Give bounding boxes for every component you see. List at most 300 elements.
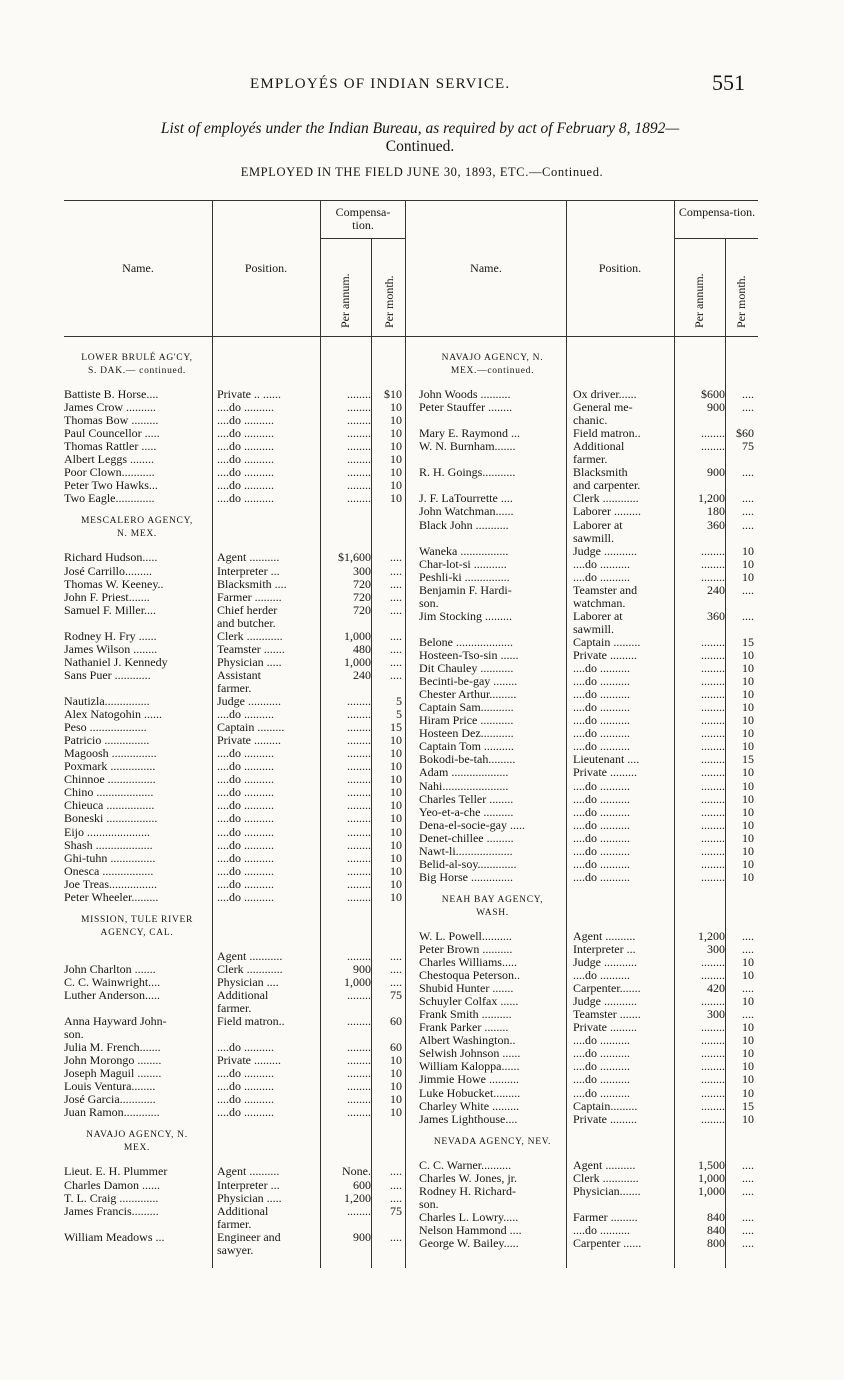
agency-heading <box>419 352 566 378</box>
employee-position: Blacksmith <box>573 466 628 480</box>
per-annum-value: 720 <box>353 577 371 591</box>
agency-heading <box>64 1129 210 1155</box>
per-annum-value: 1,500 <box>698 1158 725 1172</box>
table-row <box>64 610 758 623</box>
table-row <box>64 1172 758 1185</box>
employee-name: Chester Arthur......... <box>419 688 517 702</box>
employee-name: Belid-al-soy............. <box>419 857 517 871</box>
employee-position: and butcher. <box>217 616 276 630</box>
per-month-value: .... <box>390 603 402 617</box>
per-annum-value: ........ <box>701 1112 725 1126</box>
employee-name: Magoosh ............... <box>64 747 157 761</box>
table-row <box>64 891 758 904</box>
employee-name: Hosteen-Tso-sin ...... <box>419 649 519 662</box>
header-position-left: Position. <box>244 261 288 275</box>
running-head: EMPLOYÉS OF INDIAN SERVICE. <box>250 76 511 92</box>
employee-name: Charles Williams..... <box>419 956 517 969</box>
employee-position: ....do .......... <box>217 760 274 774</box>
employee-position: Physician .... <box>217 975 279 989</box>
table-row <box>64 453 758 466</box>
employee-position: Interpreter ... <box>217 564 280 578</box>
per-annum-value: ........ <box>347 708 371 722</box>
table-row <box>64 519 758 532</box>
per-annum-value: 840 <box>707 1223 725 1237</box>
per-month-value: 10 <box>742 1021 754 1035</box>
per-month-value: .... <box>742 466 754 480</box>
per-annum-value: ........ <box>701 557 725 571</box>
table-row <box>64 1087 758 1100</box>
per-annum-value: ........ <box>701 1086 725 1100</box>
employee-name: Nautizla............... <box>64 695 150 708</box>
table-row <box>64 466 758 479</box>
employee-position: Assistant <box>217 668 262 682</box>
per-annum-value: 1,000 <box>698 1184 725 1198</box>
employee-position: Agent .......... <box>217 551 280 565</box>
per-annum-value: ........ <box>347 440 371 454</box>
agency-heading-line: NEVADA AGENCY, NEV. <box>433 1136 552 1147</box>
per-annum-value: ........ <box>347 825 371 839</box>
employee-position: Agent .......... <box>573 1158 636 1172</box>
per-annum-value: ........ <box>347 1067 371 1081</box>
per-month-value: 10 <box>390 864 402 878</box>
employee-position: Laborer ......... <box>573 505 641 519</box>
employee-name: Nelson Hammond .... <box>419 1223 522 1237</box>
per-annum-value: ........ <box>347 1080 371 1094</box>
per-month-value: 10 <box>390 1080 402 1094</box>
employee-position: ....do .......... <box>217 440 274 454</box>
per-month-value: 10 <box>742 831 754 845</box>
employee-position: Farmer ......... <box>217 590 282 604</box>
per-month-value: 10 <box>742 701 754 715</box>
employee-name: José Garcia............ <box>64 1093 156 1107</box>
employee-position: Private ......... <box>573 766 637 780</box>
employee-position: Ox driver...... <box>573 388 637 401</box>
per-month-value: .... <box>742 1184 754 1198</box>
employee-position: ....do .......... <box>573 1060 630 1074</box>
per-month-value: .... <box>390 551 402 565</box>
per-month-value: 15 <box>742 753 754 767</box>
employee-position: ....do .......... <box>573 1047 630 1061</box>
per-annum-value: 240 <box>707 583 725 597</box>
employee-position: sawmill. <box>573 531 614 545</box>
employee-name: Juan Ramon............ <box>64 1106 160 1120</box>
table-row <box>64 1113 758 1126</box>
per-annum-value: 900 <box>707 401 725 415</box>
per-month-value: 15 <box>742 635 754 649</box>
table-row <box>64 1073 758 1086</box>
employee-position: farmer. <box>217 681 252 695</box>
table-row <box>64 1237 758 1250</box>
per-month-value: .... <box>742 1236 754 1250</box>
employee-name: Charley White ......... <box>419 1099 520 1113</box>
table-row <box>64 982 758 995</box>
per-annum-value: ........ <box>701 714 725 728</box>
per-annum-value: 720 <box>353 590 371 604</box>
employee-name: José Carrillo......... <box>64 564 152 578</box>
per-month-value: .... <box>742 1223 754 1237</box>
per-month-value: 10 <box>390 812 402 826</box>
employee-position: ....do .......... <box>573 818 630 832</box>
per-annum-value: ........ <box>347 838 371 852</box>
employee-name: C. C. Wainwright.... <box>64 975 161 989</box>
employee-position: Judge ........... <box>573 956 637 969</box>
employee-name: Charles Teller ........ <box>419 792 514 806</box>
employee-position: Physician ..... <box>217 655 282 669</box>
per-month-value: 10 <box>742 956 754 969</box>
employee-name: Paul Councellor ..... <box>64 427 160 441</box>
employee-position: ....do .......... <box>573 870 630 884</box>
per-month-value: 60 <box>390 1041 402 1055</box>
per-annum-value: ........ <box>347 466 371 480</box>
per-annum-value: ........ <box>701 1060 725 1074</box>
per-annum-value: 300 <box>707 942 725 956</box>
per-annum-value: 900 <box>353 1230 371 1244</box>
per-month-value: 10 <box>390 453 402 467</box>
employee-position: chanic. <box>573 414 608 428</box>
per-month-value: .... <box>390 1178 402 1192</box>
table-row <box>64 558 758 571</box>
employee-name: George W. Bailey..... <box>419 1236 519 1250</box>
employee-position: Captain......... <box>573 1099 638 1113</box>
employee-name: Chino ................... <box>64 786 154 800</box>
employee-table <box>64 198 758 1270</box>
employee-name: Black John ........... <box>419 518 509 532</box>
per-annum-value: ........ <box>347 864 371 878</box>
employee-name: William Kaloppa...... <box>419 1060 520 1074</box>
per-annum-value: ........ <box>701 805 725 819</box>
employee-position: Private .. ...... <box>217 388 281 401</box>
table-row <box>64 1021 758 1034</box>
per-month-value: $10 <box>384 388 402 401</box>
per-month-value: 10 <box>390 760 402 774</box>
employee-name: Hosteen Dez........... <box>419 727 514 741</box>
table-row <box>64 440 758 453</box>
per-month-value: 10 <box>742 570 754 584</box>
employee-position: ....do .......... <box>217 479 274 493</box>
per-annum-value: ........ <box>701 544 725 558</box>
per-annum-value: ........ <box>347 988 371 1002</box>
per-annum-value: 1,000 <box>344 975 371 989</box>
employee-position: Private ......... <box>573 1112 637 1126</box>
per-month-value: 75 <box>390 1204 402 1218</box>
employee-name: Captain Tom .......... <box>419 740 514 754</box>
per-annum-value: ........ <box>347 1204 371 1218</box>
per-month-value: 10 <box>390 773 402 787</box>
per-annum-value: ........ <box>701 956 725 969</box>
per-month-value: 10 <box>742 1073 754 1087</box>
per-annum-value: ........ <box>701 727 725 741</box>
employee-position: ....do .......... <box>217 890 274 904</box>
per-month-value: .... <box>742 518 754 532</box>
per-annum-value: ........ <box>347 890 371 904</box>
per-annum-value: ........ <box>347 1106 371 1120</box>
employee-name: Richard Hudson..... <box>64 551 158 565</box>
per-annum-value: 480 <box>353 642 371 656</box>
per-month-value: 10 <box>742 805 754 819</box>
table-row <box>64 714 758 727</box>
employee-position: Judge ........... <box>573 544 637 558</box>
employee-position: ....do .......... <box>573 675 630 689</box>
per-month-value: 10 <box>742 544 754 558</box>
table-row <box>64 1047 758 1060</box>
employee-position: Physician....... <box>573 1184 641 1198</box>
per-annum-value: 1,200 <box>698 929 725 943</box>
table-row <box>64 1100 758 1113</box>
employee-position: Carpenter ...... <box>573 1236 642 1250</box>
employee-name: Frank Parker ........ <box>419 1021 509 1035</box>
per-month-value: 10 <box>742 1060 754 1074</box>
employee-position: ....do .......... <box>217 1093 274 1107</box>
per-annum-value: ........ <box>701 831 725 845</box>
table-row <box>64 969 758 982</box>
per-month-value: 10 <box>742 649 754 662</box>
per-month-value: 5 <box>396 708 402 722</box>
per-annum-value: 1,000 <box>698 1171 725 1185</box>
table-row <box>64 662 758 675</box>
table-row <box>64 388 758 401</box>
per-annum-value: 800 <box>707 1236 725 1250</box>
table-row <box>64 1224 758 1237</box>
per-month-value: 10 <box>390 427 402 441</box>
per-month-value: .... <box>390 1230 402 1244</box>
per-month-value: 10 <box>742 727 754 741</box>
employee-position: Private ......... <box>573 649 637 662</box>
table-row <box>64 871 758 884</box>
employee-name: Big Horse .............. <box>419 870 513 884</box>
per-month-value: .... <box>742 1171 754 1185</box>
employee-name: Alex Natogohin ...... <box>64 708 162 722</box>
per-month-value: .... <box>390 564 402 578</box>
table-row <box>64 819 758 832</box>
per-annum-value: ........ <box>347 851 371 865</box>
employee-position: Teamster ....... <box>573 1008 641 1022</box>
employee-position: Private ......... <box>217 734 281 748</box>
per-annum-value: ........ <box>347 453 371 467</box>
employee-position: Judge ........... <box>217 695 281 708</box>
per-month-value: 10 <box>742 688 754 702</box>
employee-name: Shash ................... <box>64 838 153 852</box>
employee-position: ....do .......... <box>217 877 274 891</box>
per-month-value: .... <box>742 942 754 956</box>
page-number: 551 <box>712 70 745 95</box>
employee-name: R. H. Goings........... <box>419 466 516 480</box>
employee-position: ....do .......... <box>217 838 274 852</box>
per-annum-value: ........ <box>701 792 725 806</box>
per-annum-value: 360 <box>707 609 725 623</box>
employee-name: John F. Priest....... <box>64 590 150 604</box>
table-row <box>64 492 758 505</box>
per-annum-value: 1,200 <box>698 492 725 506</box>
employee-name: Patricio ............... <box>64 734 150 748</box>
table-row <box>64 995 758 1008</box>
per-annum-value: 300 <box>353 564 371 578</box>
employee-name: Lieut. E. H. Plummer <box>64 1165 168 1179</box>
employee-position: ....do .......... <box>573 857 630 871</box>
per-annum-value: 1,000 <box>344 629 371 643</box>
per-month-value: .... <box>390 962 402 976</box>
employee-position: Additional <box>217 1204 269 1218</box>
employee-position: ....do .......... <box>573 701 630 715</box>
table-row <box>64 675 758 688</box>
agency-heading-line: NEAH BAY AGENCY, <box>441 894 544 905</box>
employee-position: ....do .......... <box>217 453 274 467</box>
per-month-value: 10 <box>390 440 402 454</box>
employee-name: John Morongo ........ <box>64 1054 162 1068</box>
per-annum-value: ........ <box>347 1093 371 1107</box>
per-month-value: .... <box>390 668 402 682</box>
employee-name: Sans Puer ............ <box>64 668 151 682</box>
employee-name: John Charlton ....... <box>64 962 156 976</box>
employee-name: Onesca ................. <box>64 864 154 878</box>
table-row <box>64 832 758 845</box>
table-row <box>64 649 758 662</box>
per-month-value: 15 <box>742 1099 754 1113</box>
employee-name: Jim Stocking ......... <box>419 609 513 623</box>
per-annum-value: ........ <box>701 740 725 754</box>
employee-name: Joseph Maguil ........ <box>64 1067 162 1081</box>
employee-position: Private ......... <box>573 1021 637 1035</box>
per-month-value: 10 <box>742 857 754 871</box>
employee-name: Peshli-ki ............... <box>419 570 510 584</box>
per-annum-value: $600 <box>701 388 725 401</box>
employee-position: ....do .......... <box>217 427 274 441</box>
employee-position: Field matron.. <box>573 427 641 441</box>
employee-name: Peso ................... <box>64 721 147 735</box>
per-month-value: .... <box>742 609 754 623</box>
employee-position: Physician ..... <box>217 1191 282 1205</box>
per-month-value: 10 <box>742 557 754 571</box>
employee-name: Nahi...................... <box>419 779 509 793</box>
per-annum-value: ........ <box>701 1047 725 1061</box>
agency-heading <box>64 352 210 378</box>
employee-name: Peter Stauffer ........ <box>419 401 513 415</box>
per-month-value: .... <box>390 629 402 643</box>
employee-position: Teamster and <box>573 583 638 597</box>
employee-position: ....do .......... <box>217 401 274 415</box>
per-annum-value: ........ <box>701 1073 725 1087</box>
table-row <box>64 1159 758 1172</box>
per-month-value: 10 <box>742 1034 754 1048</box>
per-annum-value: ........ <box>701 995 725 1009</box>
table-row <box>64 956 758 969</box>
employee-position: Judge ........... <box>573 995 637 1009</box>
per-annum-value: ........ <box>701 701 725 715</box>
per-annum-value: ........ <box>347 414 371 428</box>
per-month-value: 10 <box>390 479 402 493</box>
employee-position: Field matron.. <box>217 1015 285 1029</box>
employee-position: ....do .......... <box>217 812 274 826</box>
per-annum-value: 720 <box>353 603 371 617</box>
employee-name: Thomas W. Keeney.. <box>64 577 164 591</box>
per-month-value: 10 <box>390 786 402 800</box>
per-month-value: .... <box>390 642 402 656</box>
list-title-main: List of employés under the Indian Bureau, as required by act of February 8, 1892— <box>160 120 680 137</box>
employee-position: ....do .......... <box>217 1080 274 1094</box>
employee-position: General me- <box>573 401 633 415</box>
employee-position: and carpenter. <box>573 479 641 493</box>
per-month-value: 10 <box>742 779 754 793</box>
per-month-value: .... <box>742 929 754 943</box>
employee-name: James Wilson ........ <box>64 642 158 656</box>
employee-position: ....do .......... <box>573 740 630 754</box>
per-annum-value: 900 <box>353 962 371 976</box>
per-month-value: 10 <box>390 1106 402 1120</box>
per-month-value: 10 <box>390 890 402 904</box>
employee-position: Engineer and <box>217 1230 281 1244</box>
per-month-value: 10 <box>742 792 754 806</box>
employee-name: son. <box>419 1197 439 1211</box>
agency-heading-line: NAVAJO AGENCY, N. <box>86 1130 188 1141</box>
employee-name: Joe Treas................ <box>64 877 158 891</box>
employee-name: Nawt-li................... <box>419 844 513 858</box>
employee-position: ....do .......... <box>573 1086 630 1100</box>
per-month-value: .... <box>390 1191 402 1205</box>
employee-position: ....do .......... <box>217 1041 274 1055</box>
agency-heading-line: AGENCY, CAL. <box>100 927 174 938</box>
employee-name: Jimmie Howe .......... <box>419 1073 519 1087</box>
per-month-value: .... <box>742 1210 754 1224</box>
per-annum-value: ........ <box>347 949 371 963</box>
employee-name: Luke Hobucket......... <box>419 1086 521 1100</box>
employee-position: Clerk ............ <box>217 962 283 976</box>
agency-heading <box>419 894 566 920</box>
per-annum-value: 1,000 <box>344 655 371 669</box>
employee-name: Albert Washington.. <box>419 1034 516 1048</box>
per-annum-value: ........ <box>701 662 725 676</box>
per-month-value: 10 <box>742 1086 754 1100</box>
per-month-value: 5 <box>396 695 402 708</box>
comp-rule <box>320 238 405 239</box>
employee-name: Frank Smith .......... <box>419 1008 512 1022</box>
per-annum-value: ........ <box>347 812 371 826</box>
employee-position: Captain ......... <box>217 721 285 735</box>
per-annum-value: 240 <box>353 668 371 682</box>
per-month-value: .... <box>390 590 402 604</box>
employee-name: Shubid Hunter ....... <box>419 982 514 996</box>
employee-position: ....do .......... <box>217 1106 274 1120</box>
per-month-value: 10 <box>742 662 754 676</box>
employee-position: ....do .......... <box>573 714 630 728</box>
per-annum-value: ........ <box>701 969 725 983</box>
per-month-value: 10 <box>742 1047 754 1061</box>
header-compensation-left: Compensa-tion. <box>335 205 391 232</box>
employee-name: Chieuca ................ <box>64 799 155 813</box>
per-month-value: 60 <box>390 1015 402 1029</box>
header-per-annum-left: Per annum. <box>338 273 352 328</box>
employee-name: Luther Anderson..... <box>64 988 160 1002</box>
table-row <box>64 479 758 492</box>
per-month-value: 10 <box>390 1054 402 1068</box>
header-per-month-right: Per month. <box>734 275 748 328</box>
per-annum-value: ........ <box>701 1021 725 1035</box>
per-month-value: 75 <box>742 440 754 454</box>
list-title-continued: Continued. <box>385 138 455 155</box>
employee-position: Laborer at <box>573 518 623 532</box>
table-row <box>64 688 758 701</box>
employee-position: ....do .......... <box>573 969 630 983</box>
employee-position: Chief herder <box>217 603 278 617</box>
per-month-value: .... <box>742 583 754 597</box>
employee-name: Denet-chillee ......... <box>419 831 514 845</box>
per-annum-value: ........ <box>347 427 371 441</box>
employee-position: Captain ......... <box>573 635 641 649</box>
table-row <box>64 532 758 545</box>
employee-name: Bokodi-be-tah......... <box>419 753 516 767</box>
table-row <box>64 740 758 753</box>
table-row <box>64 930 758 943</box>
employee-name: Anna Hayward John- <box>64 1015 167 1029</box>
employee-name: Nathaniel J. Kennedy <box>64 655 168 669</box>
